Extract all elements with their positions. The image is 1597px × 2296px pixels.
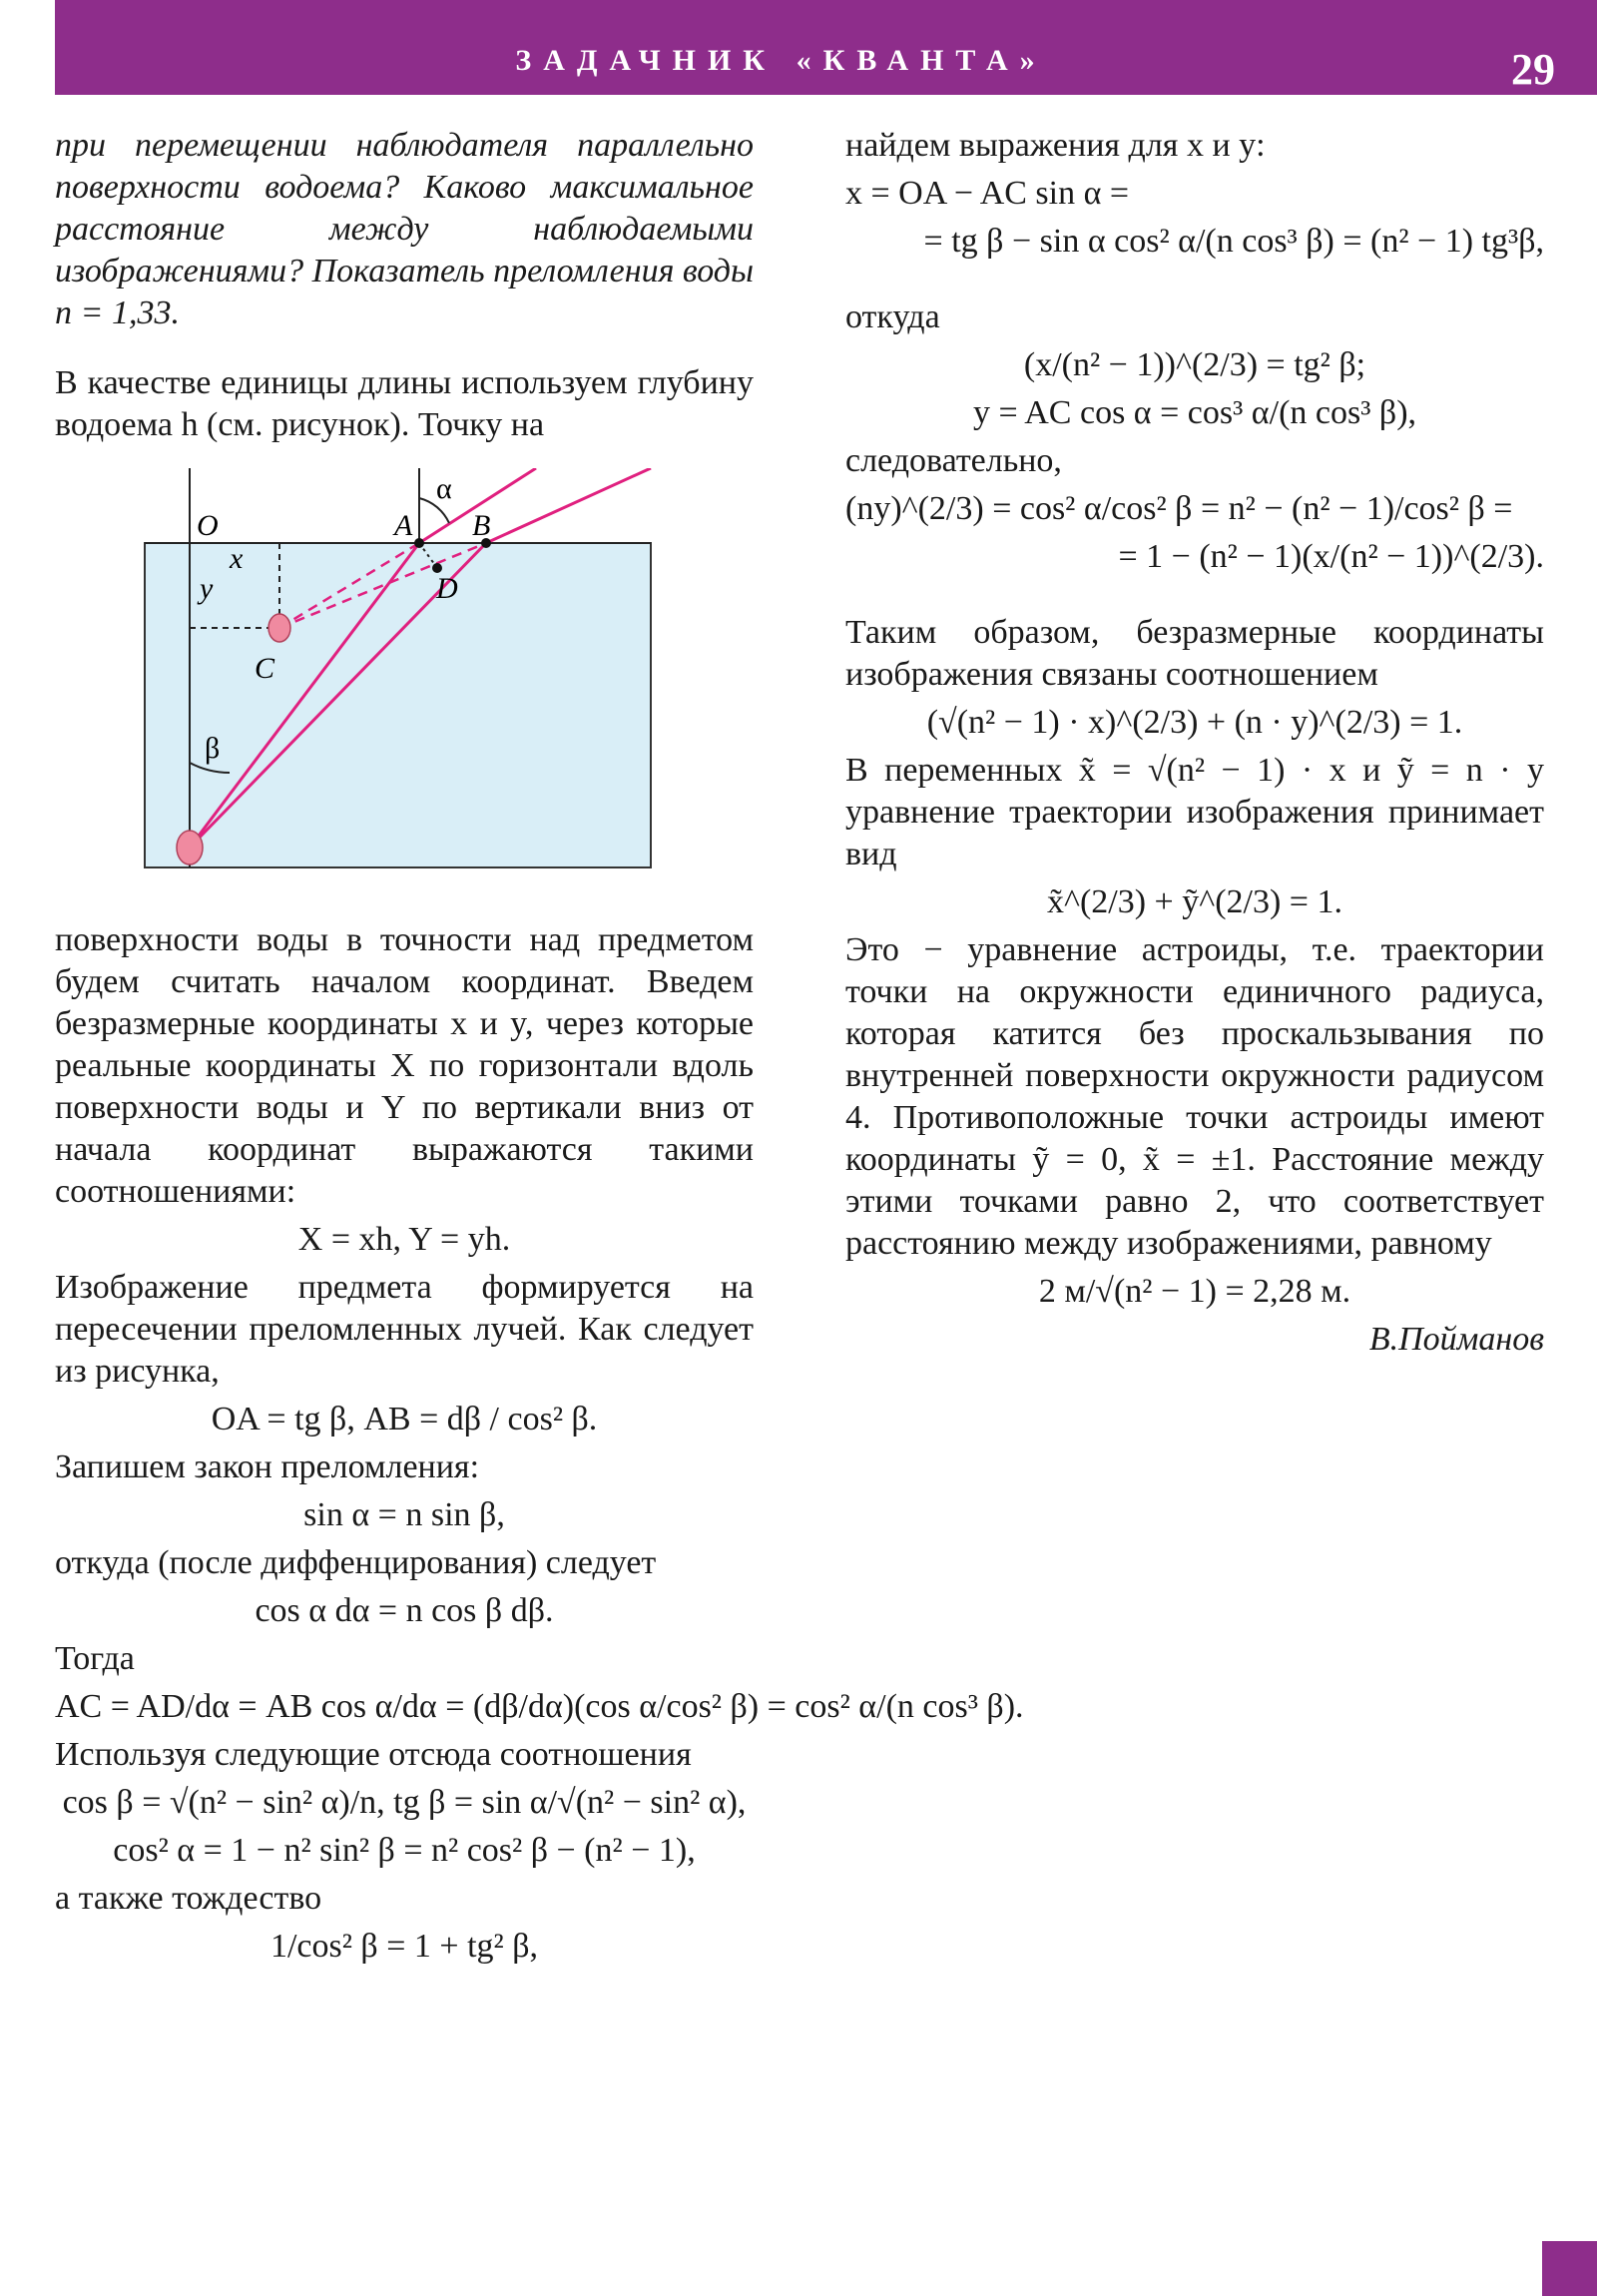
label-alpha: α [436,472,452,505]
water-area [145,543,651,867]
solution-paragraph-8: а также тождество [55,1880,322,1917]
equation-cos-tg-beta: cos β = √(n² − sin² α)/n, tg β = sin α/√(n² − sin² α), [62,1784,747,1821]
refraction-figure [55,468,754,897]
right-paragraph-1: найдем выражения для x и y: [845,127,1266,164]
author-signature: В.Пойманов [1368,1321,1544,1358]
corner-tab [1542,2241,1597,2296]
solution-paragraph-5: откуда (после диффенцирования) следует [55,1544,657,1581]
label-a: A [394,509,413,542]
ray-2-air [486,468,651,543]
equation-snell: sin α = n sin β, [303,1496,505,1533]
label-beta: β [205,732,221,765]
right-paragraph-2: откуда [845,298,940,335]
equation-astroid: x̃^(2/3) + ỹ^(2/3) = 1. [1047,883,1342,920]
object-point [177,831,203,864]
equation-oa-ab: OA = tg β, AB = dβ / cos² β. [211,1401,598,1437]
right-paragraph-3: следовательно, [845,442,1062,479]
label-y: y [200,572,214,605]
equation-answer: 2 м/√(n² − 1) = 2,28 м. [1038,1273,1351,1310]
equation-tg2-beta: (x/(n² − 1))^(2/3) = tg² β; [1023,346,1366,383]
equation-identity: 1/cos² β = 1 + tg² β, [269,1928,539,1965]
equation-x-line1: x = OA − AC sin α = [845,175,1130,212]
right-paragraph-6: Это − уравнение астроиды, т.е. траектории точки на окружности единичного радиуса, которая катится без проскальзывания по внутренней поверхности окружности радиусом 4. Противоположные точки астроиды имеют координаты ỹ = 0, x̃ = ±1. Расстояние между этими точками равно 2, что соответствует расстоянию между изображениями, равному [845,931,1544,1262]
page-header [55,0,1597,95]
equation-ac: AC = AD/dα = AB cos α/dα = (dβ/dα)(cos α/cos² β) = cos² α/(n cos³ β). [55,1688,1024,1725]
right-column [845,125,1544,1361]
point-a [414,538,424,548]
page-number: 29 [1511,45,1555,94]
problem-statement-end: при перемещении наблюдателя параллельно поверхности водоема? Каково максимальное расстояние между наблюдаемыми изображениями? Показатель преломления воды n = 1,33. [55,127,754,331]
solution-paragraph-4: Запишем закон преломления: [55,1448,480,1485]
solution-paragraph-3: Изображение предмета формируется на пересечении преломленных лучей. Как следует из рисунка, [55,1269,754,1390]
solution-paragraph-2: поверхности воды в точности над предметом будем считать началом координат. Введем безразмерные координаты x и y, через которые реальные координаты X по горизонтали вдоль поверхности воды и Y по вертикали вниз от начала координат выражаются такими соотношениями: [55,921,754,1210]
equation-ny-line1: (ny)^(2/3) = cos² α/cos² β = n² − (n² − 1)/cos² β = [845,490,1513,527]
equation-cos2-alpha: cos² α = 1 − n² sin² β = n² cos² β − (n² − 1), [113,1832,696,1869]
right-paragraph-5: В переменных x̃ = √(n² − 1) · x и ỹ = n · y уравнение траектории изображения принимает вид [845,752,1544,872]
solution-paragraph-6: Тогда [55,1640,135,1677]
solution-paragraph-7: Используя следующие отсюда соотношения [55,1736,692,1773]
refraction-diagram [55,468,754,897]
equation-scaling: X = xh, Y = yh. [297,1221,511,1258]
label-d: D [436,572,458,605]
equation-trajectory: (√(n² − 1) · x)^(2/3) + (n · y)^(2/3) = 1. [926,704,1463,741]
equation-y: y = AC cos α = cos³ α/(n cos³ β), [972,394,1417,431]
label-b: B [472,509,491,542]
equation-ny-line2: = 1 − (n² − 1)(x/(n² − 1))^(2/3). [1118,538,1544,575]
image-point-c [268,614,290,642]
equation-differential: cos α dα = n cos β dβ. [255,1592,554,1629]
label-c: C [255,652,275,685]
label-x: x [230,542,244,575]
journal-section-title: ЗАДАЧНИК «КВАНТА» [515,44,1047,77]
equation-x-line2: = tg β − sin α cos² α/(n cos³ β) = (n² − 1) tg³β, [923,223,1544,260]
right-paragraph-4: Таким образом, безразмерные координаты изображения связаны соотношением [845,614,1544,693]
solution-paragraph-1: В качестве единицы длины используем глубину водоема h (см. рисунок). Точку на [55,364,754,443]
label-o: O [197,509,219,542]
